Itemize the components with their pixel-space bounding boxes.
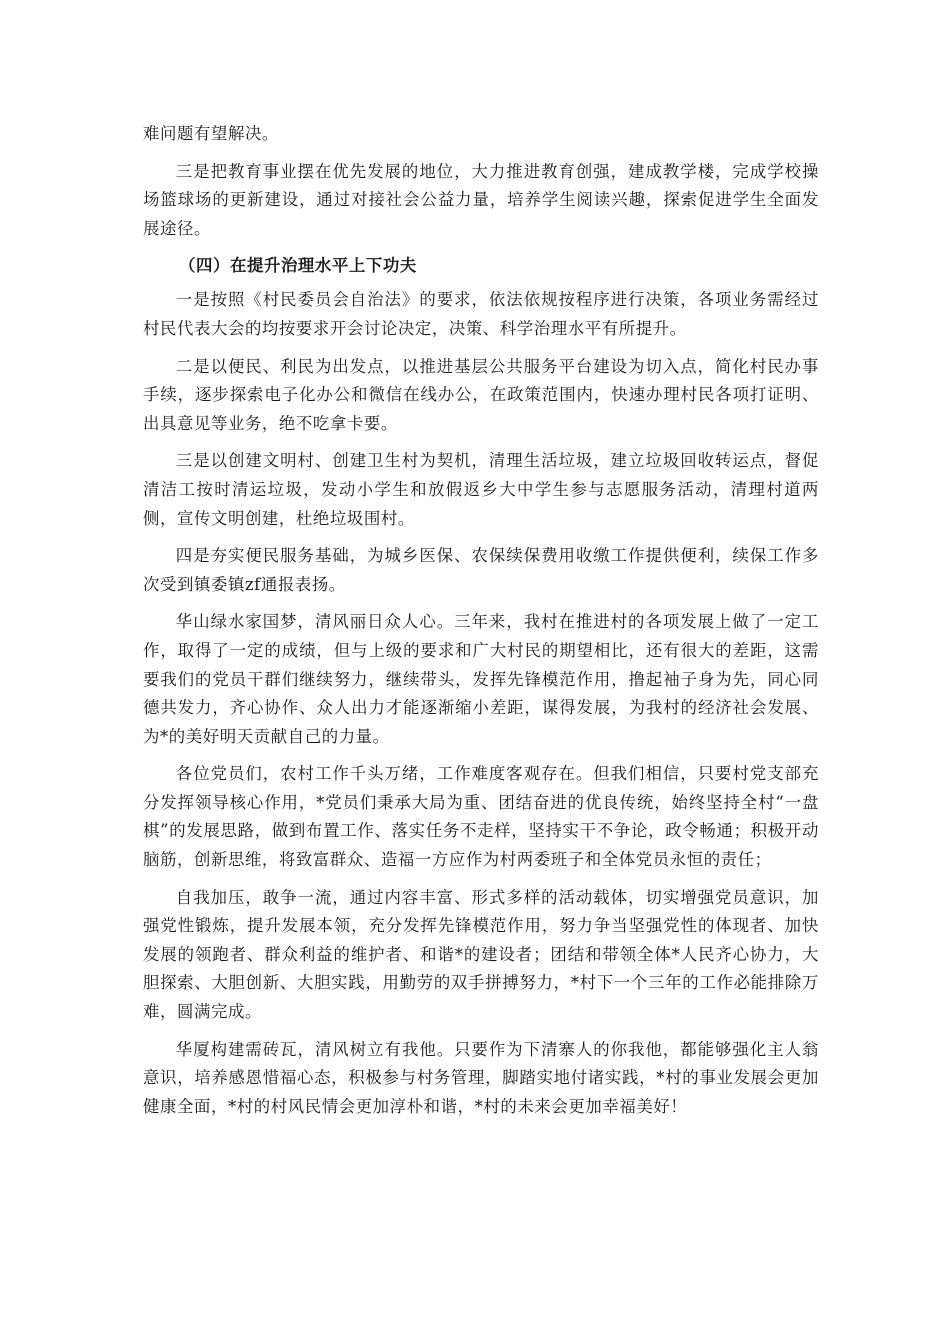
paragraph-governance-3: 三是以创建文明村、创建卫生村为契机，清理生活垃圾，建立垃圾回收转运点，督促清洁工按时清运垃圾，发动小学生和放假返乡大中学生参与志愿服务活动，清理村道两侧，宣传文明创建，杜绝垃圾围村。 (143, 451, 819, 528)
paragraph-education: 三是把教育事业摆在优先发展的地位，大力推进教育创强，建成教学楼，完成学校操场篮球场的更新建设，通过对接社会公益力量，培养学生阅读兴趣，探索促进学生全面发展途径。 (143, 161, 819, 238)
paragraph-self-pressure: 自我加压，敢争一流，通过内容丰富、形式多样的活动载体，切实增强党员意识，加强党性锻炼，提升发展本领，充分发挥先锋模范作用，努力争当坚强党性的体现者、加快发展的领跑者、群众利益的维护者、和谐*的建设者；团结和带领全体*人民齐心协力，大胆探索、大胆创新、大胆实践，用勤劳的双手拼搏努力，*村下一个三年的工作必能排除万难，圆满完成。 (143, 887, 819, 1022)
paragraph-continued: 难问题有望解决。 (143, 124, 279, 143)
paragraph-governance-1: 一是按照《村民委员会自治法》的要求，依法依规按程序进行决策，各项业务需经过村民代表大会的均按要求开会讨论决定，决策、科学治理水平有所提升。 (143, 290, 819, 338)
paragraph-summary: 华山绿水家国梦，清风丽日众人心。三年来，我村在推进村的各项发展上做了一定工作，取得了一定的成绩，但与上级的要求和广大村民的期望相比，还有很大的差距，这需要我们的党员干群们继续努力，继续带头，发挥先锋模范作用，撸起袖子身为先，同心同德共发力，齐心协作、众人出力才能逐渐缩小差距，谋得发展，为我村的经济社会发展、为*的美好明天贡献自己的力量。 (143, 612, 819, 746)
document-body (143, 120, 819, 1130)
paragraph-party-members: 各位党员们，农村工作千头万绪，工作难度客观存在。但我们相信，只要村党支部充分发挥领导核心作用，*党员们秉承大局为重、团结奋进的优良传统，始终坚持全村“一盘棋”的发展思路，做到布置工作、落实任务不走样，坚持实干不争论，政令畅通；积极开动脑筋，创新思维，将致富群众、造福一方应作为村两委班子和全体党员永恒的责任； (143, 764, 819, 870)
paragraph-governance-4: 四是夯实便民服务基础，为城乡医保、农保续保费用收缴工作提供便利，续保工作多次受到镇委镇zf通报表扬。 (143, 546, 819, 594)
paragraph-governance-2: 二是以便民、利民为出发点，以推进基层公共服务平台建设为切入点，简化村民办事手续，逐步探索电子化办公和微信在线办公，在政策范围内，快速办理村民各项打证明、出具意见等业务，绝不吃拿卡要。 (143, 356, 819, 433)
section-heading-governance: （四）在提升治理水平上下功夫 (179, 256, 417, 276)
paragraph-closing: 华厦构建需砖瓦，清风树立有我他。只要作为下清寨人的你我他，都能够强化主人翁意识，培养感恩惜福心态，积极参与村务管理，脚踏实地付诸实践，*村的事业发展会更加健康全面，*村的村风民情会更加淳朴和谐，*村的未来会更加幸福美好！ (143, 1039, 819, 1116)
